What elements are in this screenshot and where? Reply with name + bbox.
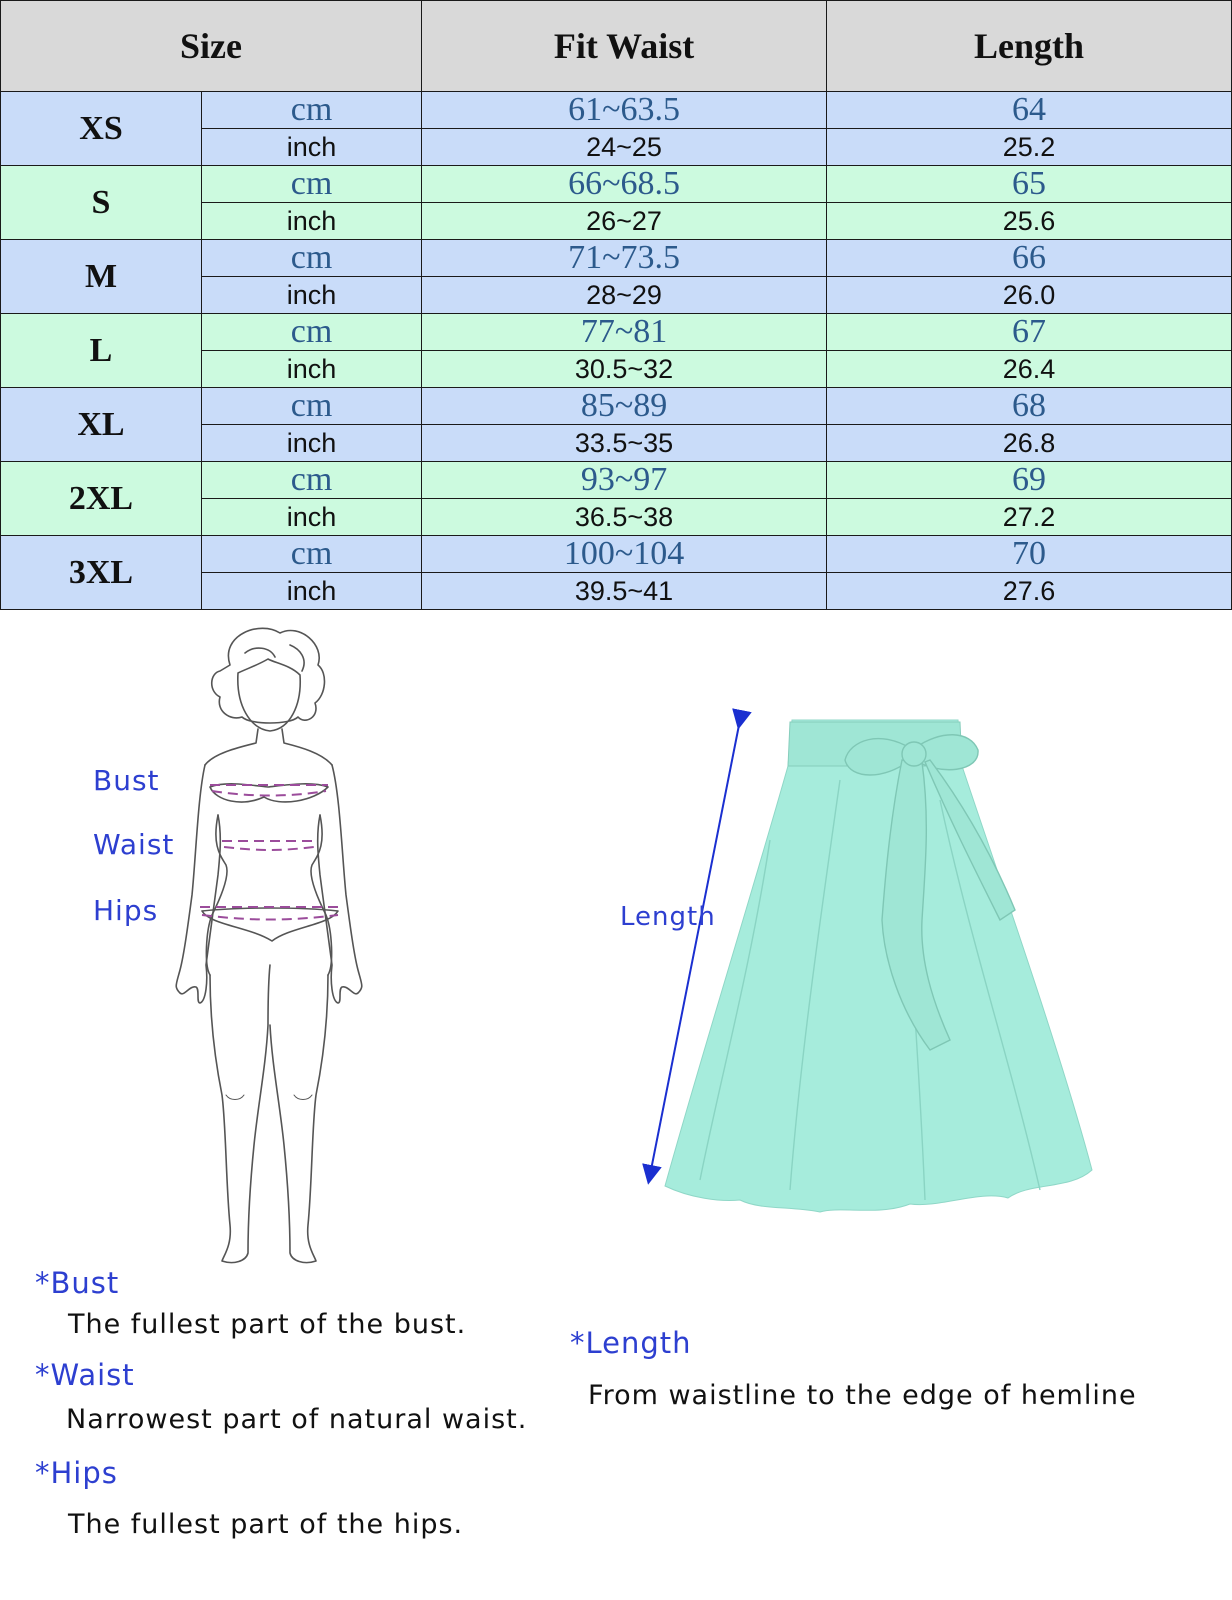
table-row — [1, 536, 1232, 573]
size-chart-table — [0, 0, 1232, 610]
table-row — [1, 314, 1232, 351]
bust-label: Bust — [93, 764, 160, 797]
length-inch-cell: 26.8 — [827, 425, 1232, 462]
definition-waist-text: Narrowest part of natural waist. — [66, 1404, 528, 1435]
header-fit-waist: Fit Waist — [422, 1, 827, 92]
waist-inch-cell: 28~29 — [422, 277, 827, 314]
waist-cm-cell: 77~81 — [422, 314, 827, 351]
length-inch-cell: 26.4 — [827, 351, 1232, 388]
length-inch-cell: 27.2 — [827, 499, 1232, 536]
waist-cm-cell: 100~104 — [422, 536, 827, 573]
hips-label: Hips — [93, 894, 159, 927]
size-label: M — [1, 240, 202, 314]
hair-outline — [212, 628, 325, 723]
definition-hips-text: The fullest part of the hips. — [68, 1509, 464, 1540]
waist-cm-cell: 61~63.5 — [422, 92, 827, 129]
length-label: Length — [620, 902, 716, 932]
length-cm-cell: 64 — [827, 92, 1232, 129]
waist-inch-cell: 36.5~38 — [422, 499, 827, 536]
length-cm-cell: 68 — [827, 388, 1232, 425]
unit-inch-cell: inch — [202, 499, 422, 536]
definition-length-text: From waistline to the edge of hemline — [588, 1380, 1137, 1411]
waist-line — [222, 841, 316, 850]
length-inch-cell: 25.2 — [827, 129, 1232, 166]
definition-length-term: *Length — [570, 1326, 692, 1360]
length-cm-cell: 67 — [827, 314, 1232, 351]
hair-curl — [245, 645, 304, 671]
waist-inch-cell: 33.5~35 — [422, 425, 827, 462]
waist-cm-cell: 93~97 — [422, 462, 827, 499]
unit-cm-cell: cm — [202, 388, 422, 425]
waist-cm-cell: 66~68.5 — [422, 166, 827, 203]
table-row — [1, 92, 1232, 129]
unit-inch-cell: inch — [202, 425, 422, 462]
waist-inch-cell: 26~27 — [422, 203, 827, 240]
body-measurement-illustration — [150, 625, 400, 1285]
unit-cm-cell: cm — [202, 240, 422, 277]
unit-inch-cell: inch — [202, 351, 422, 388]
table-row — [1, 240, 1232, 277]
size-label: S — [1, 166, 202, 240]
unit-cm-cell: cm — [202, 314, 422, 351]
waist-cm-cell: 85~89 — [422, 388, 827, 425]
length-cm-cell: 69 — [827, 462, 1232, 499]
unit-inch-cell: inch — [202, 129, 422, 166]
unit-cm-cell: cm — [202, 166, 422, 203]
table-row — [1, 388, 1232, 425]
size-label: 3XL — [1, 536, 202, 610]
waist-cm-cell: 71~73.5 — [422, 240, 827, 277]
definition-waist-term: *Waist — [35, 1358, 135, 1392]
unit-cm-cell: cm — [202, 462, 422, 499]
length-cm-cell: 65 — [827, 166, 1232, 203]
waist-inch-cell: 30.5~32 — [422, 351, 827, 388]
length-inch-cell: 26.0 — [827, 277, 1232, 314]
waist-label: Waist — [93, 828, 175, 861]
waist-inch-cell: 39.5~41 — [422, 573, 827, 610]
table-row — [1, 166, 1232, 203]
unit-cm-cell: cm — [202, 92, 422, 129]
length-cm-cell: 70 — [827, 536, 1232, 573]
definition-bust-term: *Bust — [35, 1266, 120, 1300]
size-label: 2XL — [1, 462, 202, 536]
length-inch-cell: 25.6 — [827, 203, 1232, 240]
skirt-illustration — [620, 720, 1120, 1250]
unit-inch-cell: inch — [202, 573, 422, 610]
waist-inch-cell: 24~25 — [422, 129, 827, 166]
size-label: L — [1, 314, 202, 388]
header-size: Size — [1, 1, 422, 92]
size-label: XL — [1, 388, 202, 462]
definition-bust-text: The fullest part of the bust. — [68, 1309, 467, 1340]
length-cm-cell: 66 — [827, 240, 1232, 277]
unit-inch-cell: inch — [202, 277, 422, 314]
size-label: XS — [1, 92, 202, 166]
table-row — [1, 462, 1232, 499]
table-header-row — [1, 1, 1232, 92]
unit-inch-cell: inch — [202, 203, 422, 240]
header-length: Length — [827, 1, 1232, 92]
unit-cm-cell: cm — [202, 536, 422, 573]
definition-hips-term: *Hips — [35, 1456, 118, 1490]
length-inch-cell: 27.6 — [827, 573, 1232, 610]
